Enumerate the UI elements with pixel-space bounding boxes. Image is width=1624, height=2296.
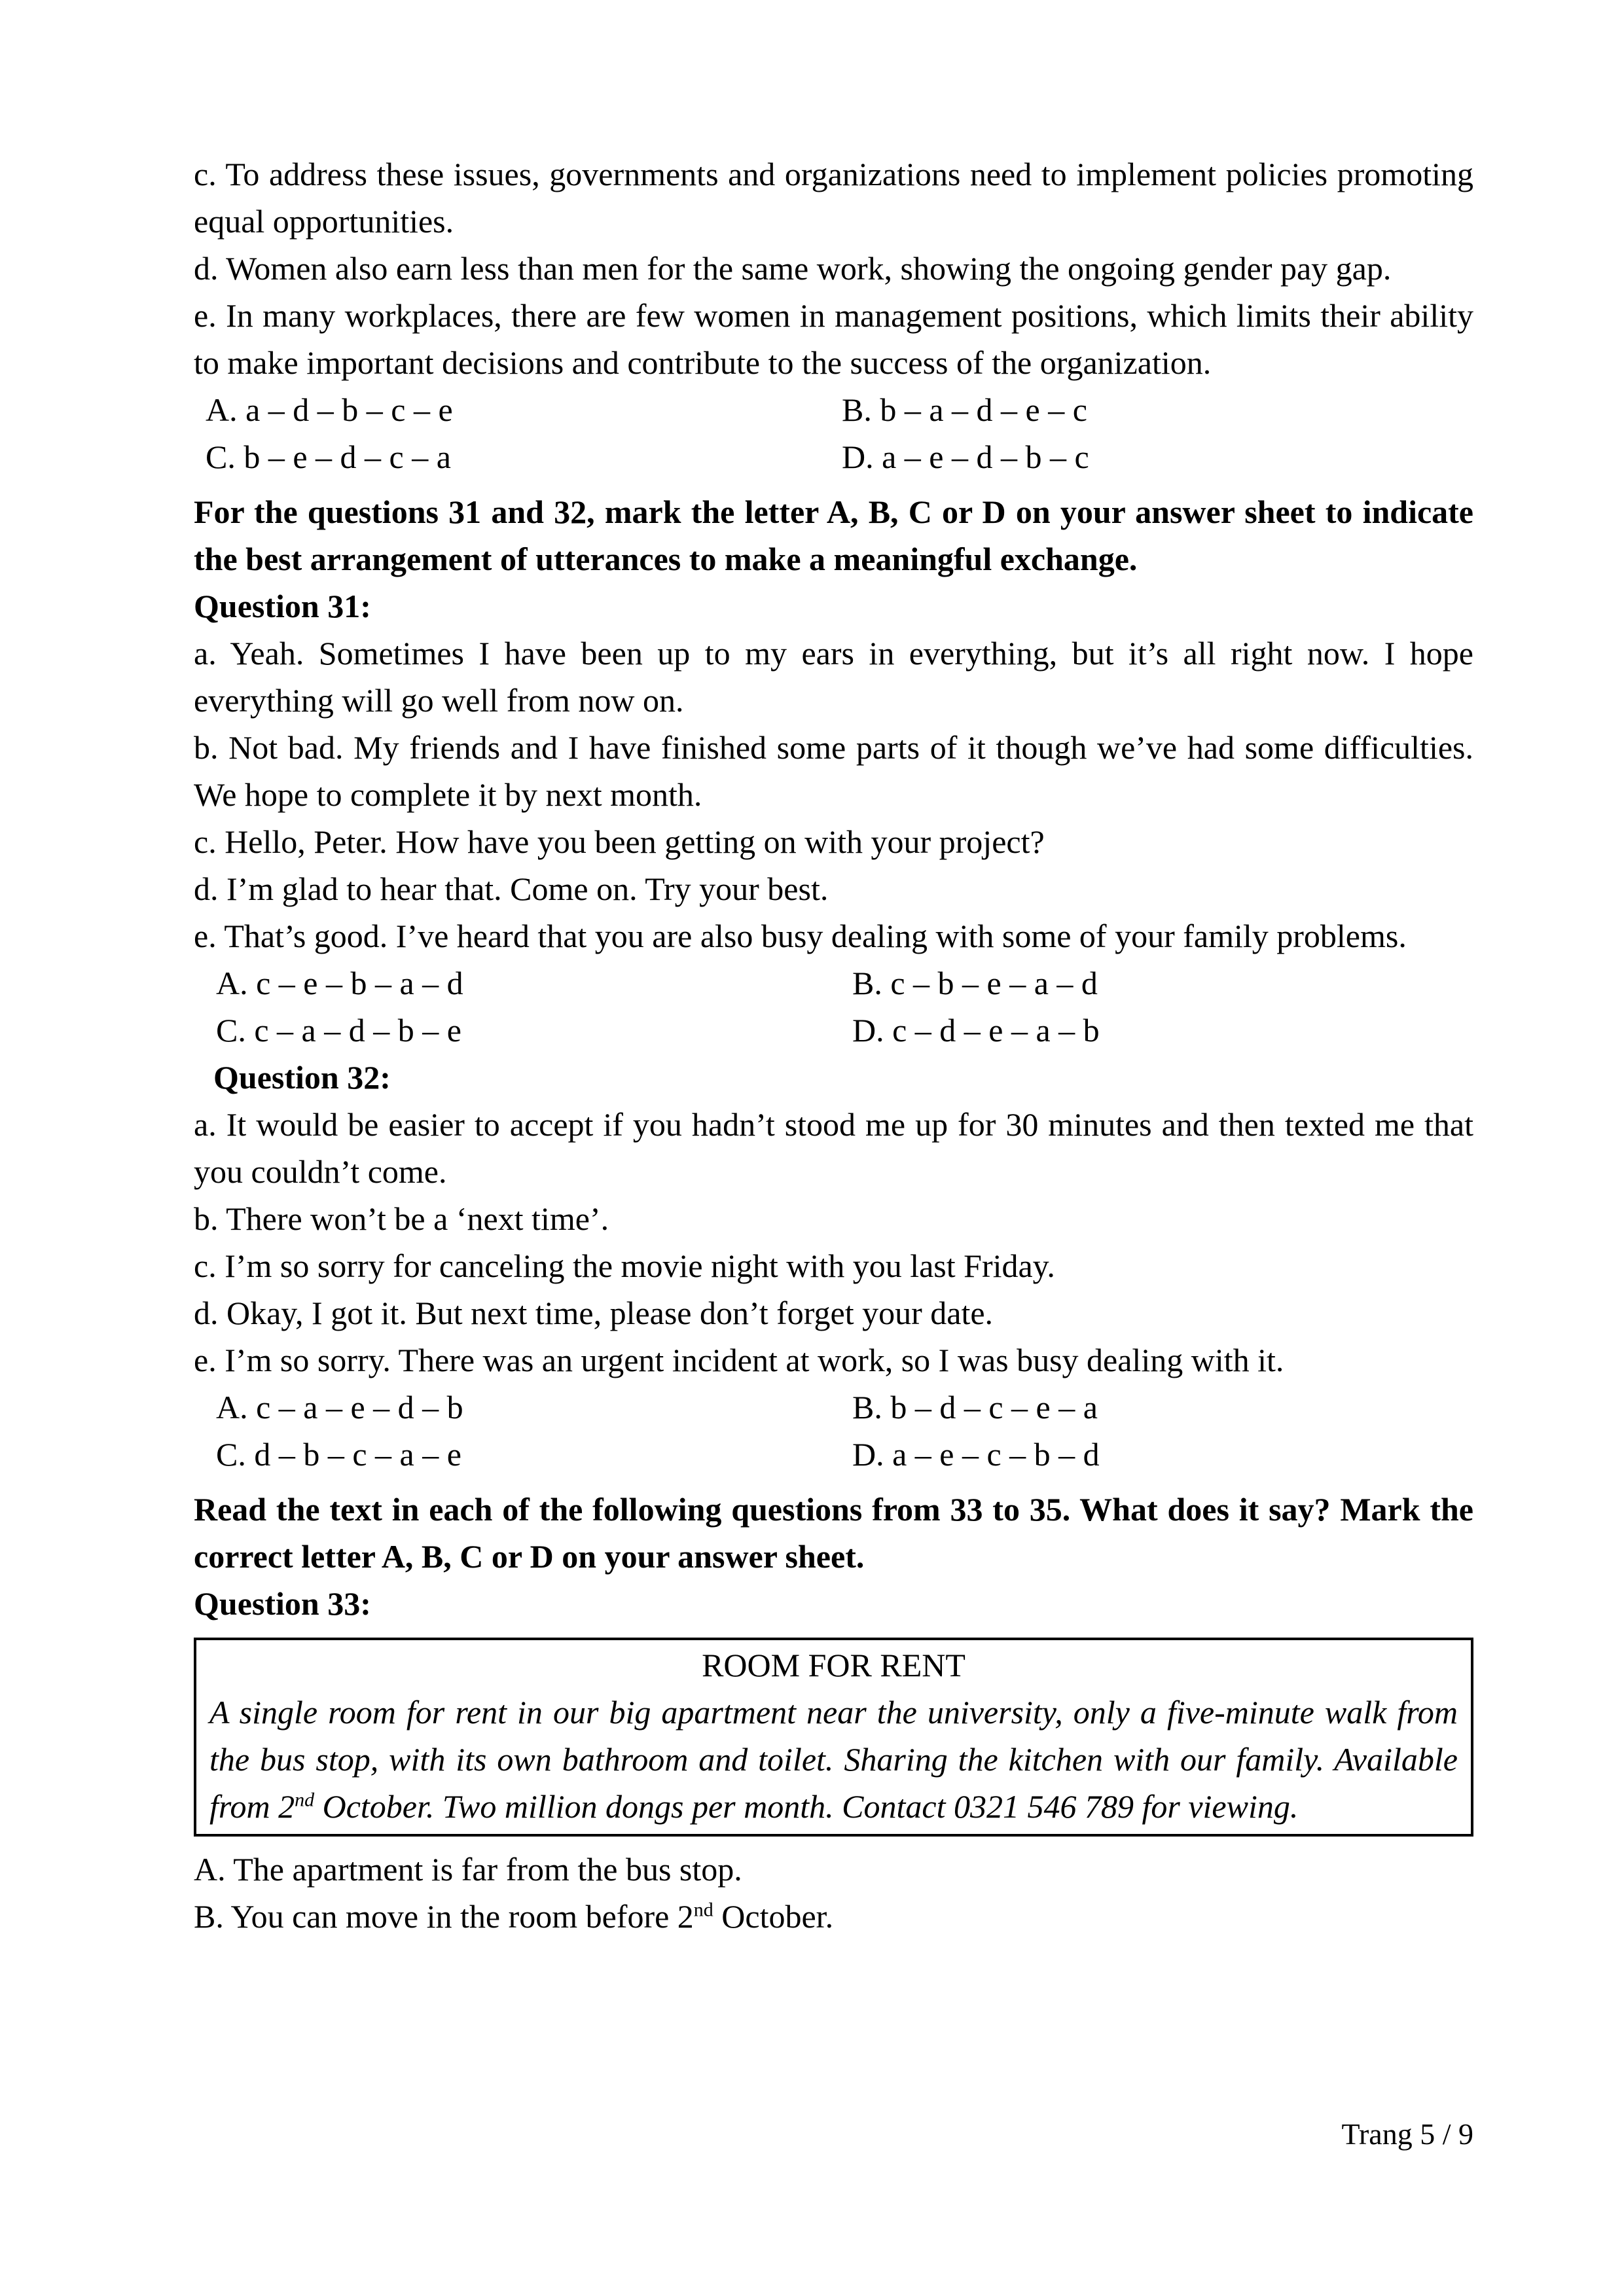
- statement-e: [194, 292, 1473, 386]
- item-text: To address these issues, governments and organizations need to implement policies promoting equal opportunities.: [194, 156, 1473, 240]
- question-title: Question 31:: [194, 588, 371, 624]
- utterance-b: b. Not bad. My friends and I have finished some parts of it though we’ve had some difficulties. We hope to complete it by next month.: [194, 729, 1473, 813]
- answer-options: [194, 960, 1473, 1054]
- answer-options: [194, 386, 1473, 480]
- utterance-e: e. I’m so sorry. There was an urgent incident at work, so I was busy dealing with it.: [194, 1342, 1284, 1378]
- option-a: A. c – e – b – a – d: [216, 965, 463, 1001]
- utterance-e: e. That’s good. I’ve heard that you are also busy dealing with some of your family problems.: [194, 918, 1407, 954]
- notice-box: [194, 1638, 1473, 1837]
- item-label: d.: [194, 250, 219, 287]
- option-c: C. d – b – c – a – e: [216, 1436, 461, 1473]
- option-c: C. c – a – d – b – e: [216, 1012, 461, 1049]
- question-32: [194, 1054, 1473, 1478]
- question-33: [194, 1580, 1473, 1940]
- utterance-d: d. I’m glad to hear that. Come on. Try your best.: [194, 870, 829, 907]
- statement-c: [194, 151, 1473, 245]
- utterance-a: a. Yeah. Sometimes I have been up to my ears in everything, but it’s all right now. I hope everything will go well from now on.: [194, 635, 1474, 719]
- continued-question: [194, 151, 1473, 480]
- option-b: B. b – a – d – e – c: [842, 391, 1087, 428]
- notice-text: A single room for rent in our big apartment near the university, only a five-minute walk from the bus stop, with its own bathroom and toilet. Sharing the kitchen with our family. Available from 2nd October. Two million dongs per month. Contact 0321 546 789 for viewing.: [209, 1694, 1458, 1825]
- utterance-c: c. Hello, Peter. How have you been getting on with your project?: [194, 823, 1045, 860]
- notice-title: ROOM FOR RENT: [702, 1647, 965, 1683]
- option-b: B. b – d – c – e – a: [852, 1389, 1098, 1426]
- statement-d: [194, 245, 1473, 292]
- exam-page: [194, 151, 1473, 1940]
- item-text: Women also earn less than men for the same work, showing the ongoing gender pay gap.: [226, 250, 1392, 287]
- item-label: e.: [194, 297, 217, 334]
- answer-options: [194, 1384, 1473, 1478]
- option-a: A. The apartment is far from the bus stop.: [194, 1851, 742, 1888]
- option-a: A. c – a – e – d – b: [216, 1389, 463, 1426]
- option-d: D. c – d – e – a – b: [852, 1012, 1100, 1049]
- utterance-c: c. I’m so sorry for canceling the movie night with you last Friday.: [194, 1247, 1055, 1284]
- section-instruction-33-35: Read the text in each of the following questions from 33 to 35. What does it say? Mark the correct letter A, B, C or D on your answer sheet.: [194, 1491, 1473, 1575]
- question-31: [194, 583, 1473, 1054]
- question-title: Question 33:: [194, 1585, 371, 1622]
- option-c: C. b – e – d – c – a: [206, 439, 451, 475]
- utterance-d: d. Okay, I got it. But next time, please don’t forget your date.: [194, 1295, 994, 1331]
- option-a: A. a – d – b – c – e: [206, 391, 453, 428]
- question-title: Question 32:: [213, 1059, 391, 1096]
- option-b: B. You can move in the room before 2nd October.: [194, 1898, 834, 1935]
- option-d: D. a – e – c – b – d: [852, 1436, 1100, 1473]
- answer-options: [194, 1846, 1473, 1940]
- section-instruction-31-32: For the questions 31 and 32, mark the letter A, B, C or D on your answer sheet to indicate the best arrangement of utterances to make a meaningful exchange.: [194, 493, 1473, 577]
- option-b: B. c – b – e – a – d: [852, 965, 1098, 1001]
- item-text: In many workplaces, there are few women in management positions, which limits their ability to make important decisions and contribute to the success of the organization.: [194, 297, 1474, 381]
- page-number: Trang 5 / 9: [1341, 2117, 1473, 2151]
- item-label: c.: [194, 156, 217, 192]
- utterance-b: b. There won’t be a ‘next time’.: [194, 1200, 609, 1237]
- utterance-a: a. It would be easier to accept if you hadn’t stood me up for 30 minutes and then texted me that you couldn’t come.: [194, 1106, 1473, 1190]
- option-d: D. a – e – d – b – c: [842, 439, 1089, 475]
